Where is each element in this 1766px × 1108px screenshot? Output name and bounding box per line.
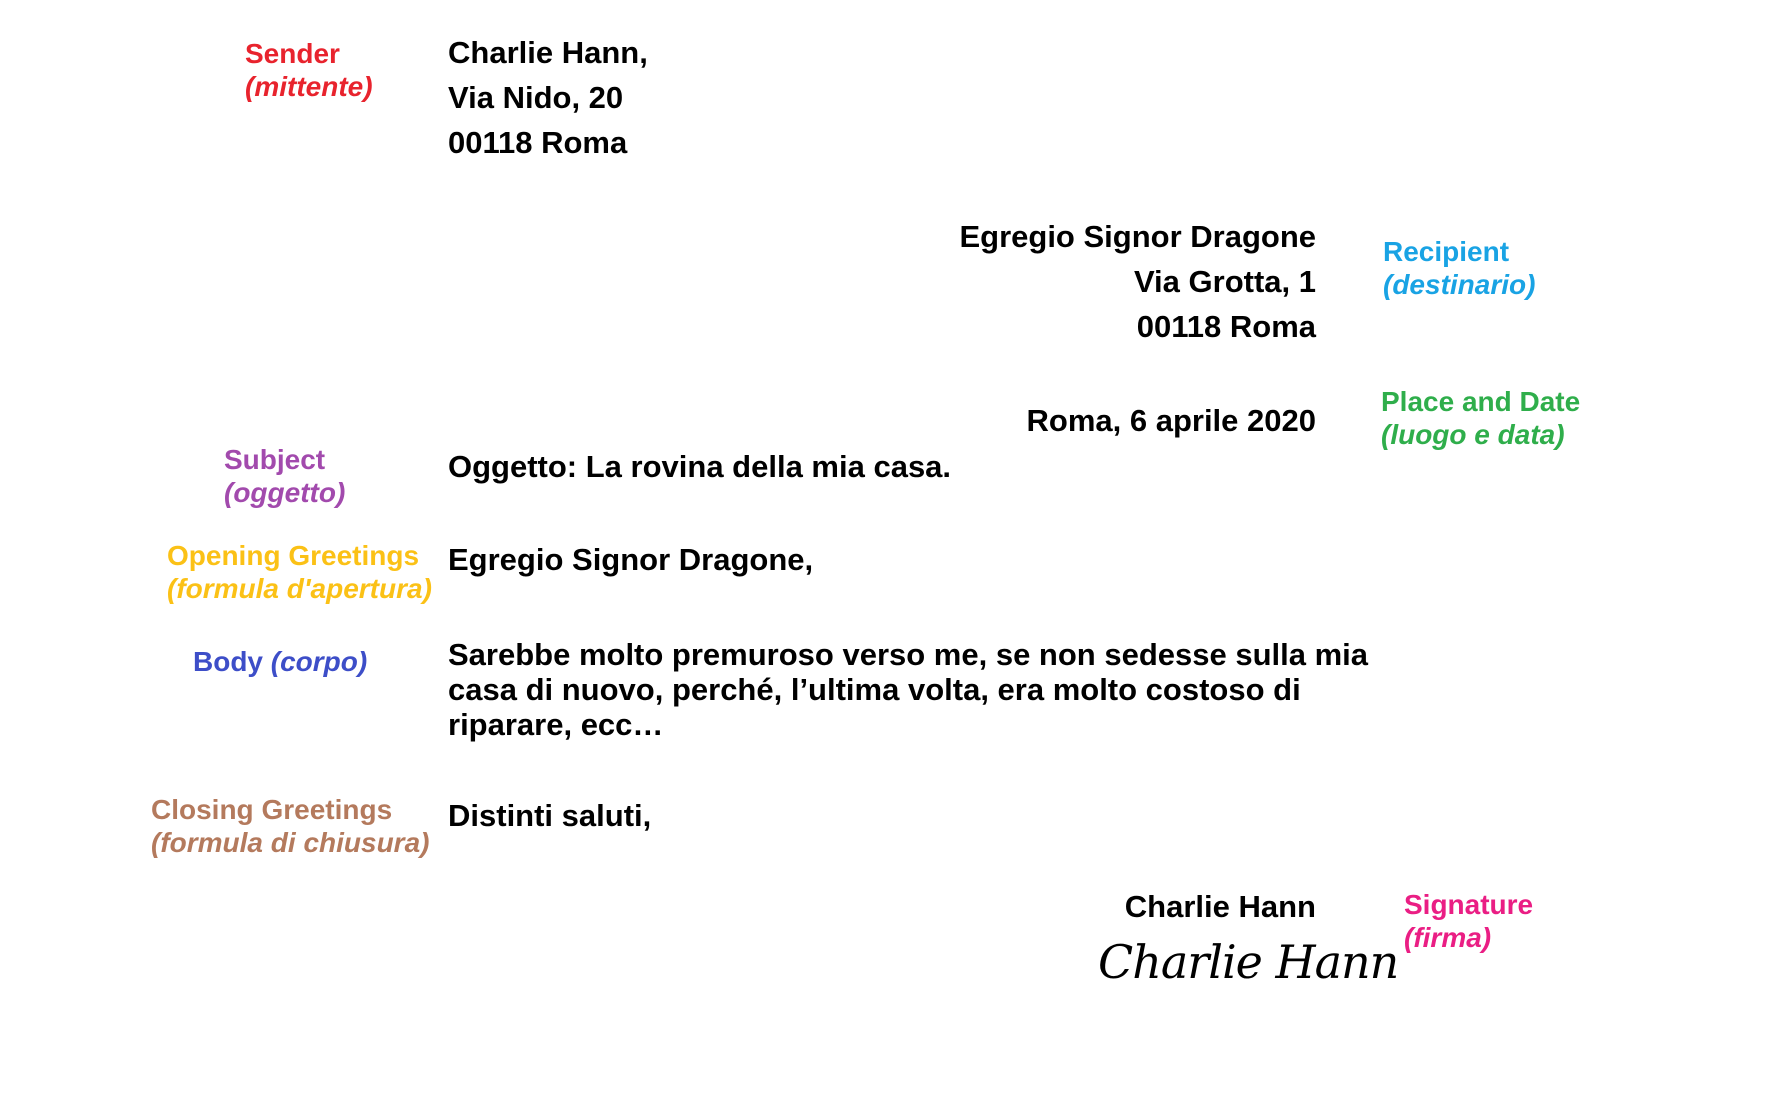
signature-label-en: Signature (1404, 889, 1534, 920)
closing-greeting: Distinti saluti, (448, 798, 652, 833)
recipient-line-3: 00118 Roma (1136, 309, 1316, 344)
recipient-address (959, 214, 1316, 349)
opening-label-en: Opening Greetings (167, 540, 420, 571)
body-line-1: Sarebbe molto premuroso verso me, se non sedesse sulla mia (448, 637, 1369, 672)
subject-label-it: (oggetto) (224, 477, 346, 508)
sender-label-en: Sender (245, 38, 340, 69)
sender-label-it: (mittente) (245, 71, 373, 102)
opening-label-it: (formula d'apertura) (167, 573, 432, 604)
place-date-label-en: Place and Date (1381, 386, 1581, 417)
body-line-3: riparare, ecc… (448, 707, 664, 742)
signature-label (1404, 888, 1533, 954)
place-date: Roma, 6 aprile 2020 (1026, 403, 1316, 438)
sender-label (245, 37, 373, 103)
signature-label-it: (firma) (1404, 922, 1492, 953)
place-date-label-it: (luogo e data) (1381, 419, 1565, 450)
recipient-label-it: (destinario) (1383, 269, 1536, 300)
sender-line-3: 00118 Roma (448, 125, 628, 160)
sender-line-1: Charlie Hann, (448, 35, 648, 70)
subject-label (224, 443, 345, 509)
recipient-line-1: Egregio Signor Dragone (959, 219, 1316, 254)
recipient-label (1383, 235, 1535, 301)
opening-label (167, 539, 432, 605)
recipient-label-en: Recipient (1383, 236, 1510, 267)
signature-name: Charlie Hann (1124, 889, 1316, 924)
place-date-label (1381, 385, 1580, 451)
body-label-it: (corpo) (270, 646, 368, 677)
opening-greeting: Egregio Signor Dragone, (448, 542, 814, 577)
letter-body (448, 637, 1368, 742)
body-line-2: casa di nuovo, perché, l’ultima volta, era molto costoso di (448, 672, 1301, 707)
body-label (193, 645, 367, 678)
sender-address (448, 30, 648, 165)
body-label-en: Body (193, 646, 263, 677)
sender-line-2: Via Nido, 20 (448, 80, 624, 115)
subject-label-en: Subject (224, 444, 326, 475)
closing-label-it: (formula di chiusura) (151, 827, 430, 858)
recipient-line-2: Via Grotta, 1 (1133, 264, 1316, 299)
closing-label-en: Closing Greetings (151, 794, 393, 825)
closing-label (151, 793, 429, 859)
handwritten-signature: Charlie Hann (1098, 935, 1399, 989)
subject-line: Oggetto: La rovina della mia casa. (448, 449, 952, 484)
